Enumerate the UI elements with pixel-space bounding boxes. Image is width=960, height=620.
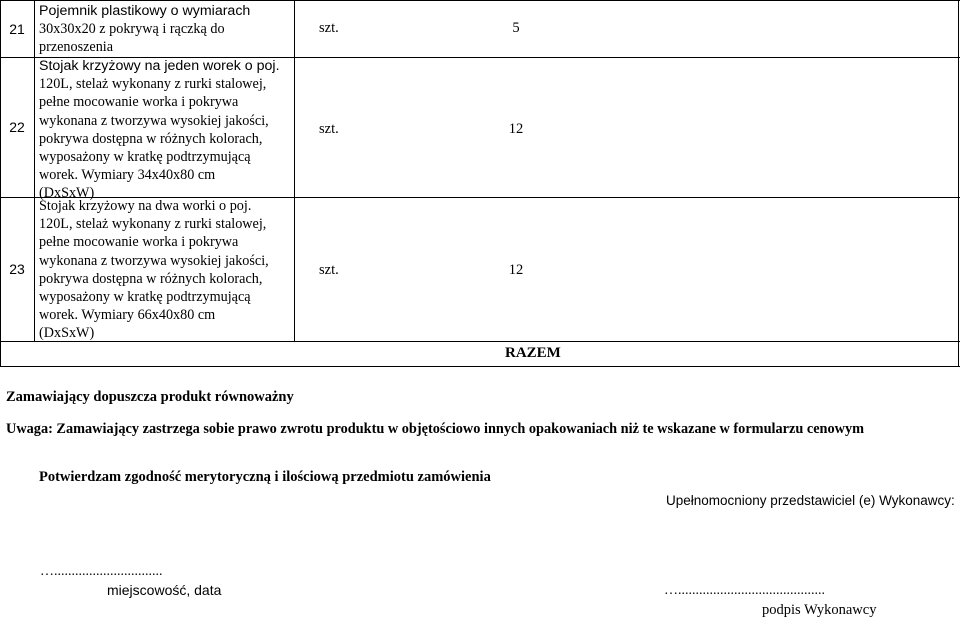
signature-dots: ….......................................... bbox=[664, 583, 825, 598]
description-line: worek. Wymiary 66x40x80 cm bbox=[39, 307, 216, 324]
description-line: (DxSxW) bbox=[39, 325, 95, 342]
row-number: 22 bbox=[9, 119, 25, 135]
table-top-border bbox=[0, 0, 960, 1]
table-bottom-border bbox=[0, 366, 960, 367]
quantity-cell: 5 bbox=[512, 20, 520, 36]
uwaga-note: Uwaga: Zamawiający zastrzega sobie prawo zwrotu produktu w objętościowo innych opakowaniach niż te wskazane w formularzu cenowym bbox=[6, 421, 865, 437]
description-line: przenoszenia bbox=[39, 39, 114, 56]
description-line: Stojak krzyżowy na dwa worki o poj. bbox=[39, 198, 252, 214]
unit-cell: szt. bbox=[319, 262, 339, 278]
total-label: RAZEM bbox=[505, 345, 561, 361]
description-line: pokrywa dostępna w różnych kolorach, bbox=[39, 270, 263, 287]
item-description bbox=[34, 197, 292, 343]
row-number: 21 bbox=[9, 20, 25, 37]
description-line: wyposażony w kratkę podtrzymującą bbox=[39, 149, 251, 166]
col-border bbox=[958, 0, 959, 366]
item-description bbox=[34, 57, 292, 203]
description-line: Stojak krzyżowy na jeden worek o poj. bbox=[39, 58, 280, 74]
unit-cell: szt. bbox=[319, 121, 339, 137]
description-line: 120L, stelaż wykonany z rurki stalowej, bbox=[39, 216, 267, 233]
description-line: wykonana z tworzywa wysokiej jakości, bbox=[39, 252, 269, 269]
quantity-cell: 12 bbox=[508, 121, 524, 137]
description-line: 30x30x20 z pokrywą i rączką do bbox=[39, 21, 225, 38]
confirmation-text: Potwierdzam zgodność merytoryczną i ilościową przedmiotu zamówienia bbox=[39, 469, 491, 485]
unit-cell: szt. bbox=[319, 20, 339, 36]
row-number: 23 bbox=[9, 261, 25, 277]
description-line: pełne mocowanie worka i pokrywa bbox=[39, 234, 239, 251]
item-description bbox=[34, 2, 292, 57]
place-date-label: miejscowość, data bbox=[107, 582, 222, 598]
description-line: pokrywa dostępna w różnych kolorach, bbox=[39, 130, 263, 147]
place-date-dots: …............................... bbox=[40, 564, 163, 579]
representatives-label: Upełnomocniony przedstawiciel (e) Wykonawcy: bbox=[666, 493, 955, 508]
description-line: wykonana z tworzywa wysokiej jakości, bbox=[39, 112, 269, 129]
description-line: wyposażony w kratkę podtrzymującą bbox=[39, 289, 251, 306]
description-line: worek. Wymiary 34x40x80 cm bbox=[39, 167, 216, 184]
quantity-cell: 12 bbox=[508, 262, 524, 278]
description-line: (DxSxW) bbox=[39, 185, 95, 202]
description-line: pełne mocowanie worka i pokrywa bbox=[39, 94, 239, 111]
description-line: Pojemnik plastikowy o wymiarach bbox=[39, 3, 251, 19]
description-line: 120L, stelaż wykonany z rurki stalowej, bbox=[39, 76, 267, 93]
equivalent-note: Zamawiający dopuszcza produkt równoważny bbox=[6, 389, 294, 405]
col-border bbox=[294, 0, 295, 341]
signature-label: podpis Wykonawcy bbox=[762, 602, 877, 618]
